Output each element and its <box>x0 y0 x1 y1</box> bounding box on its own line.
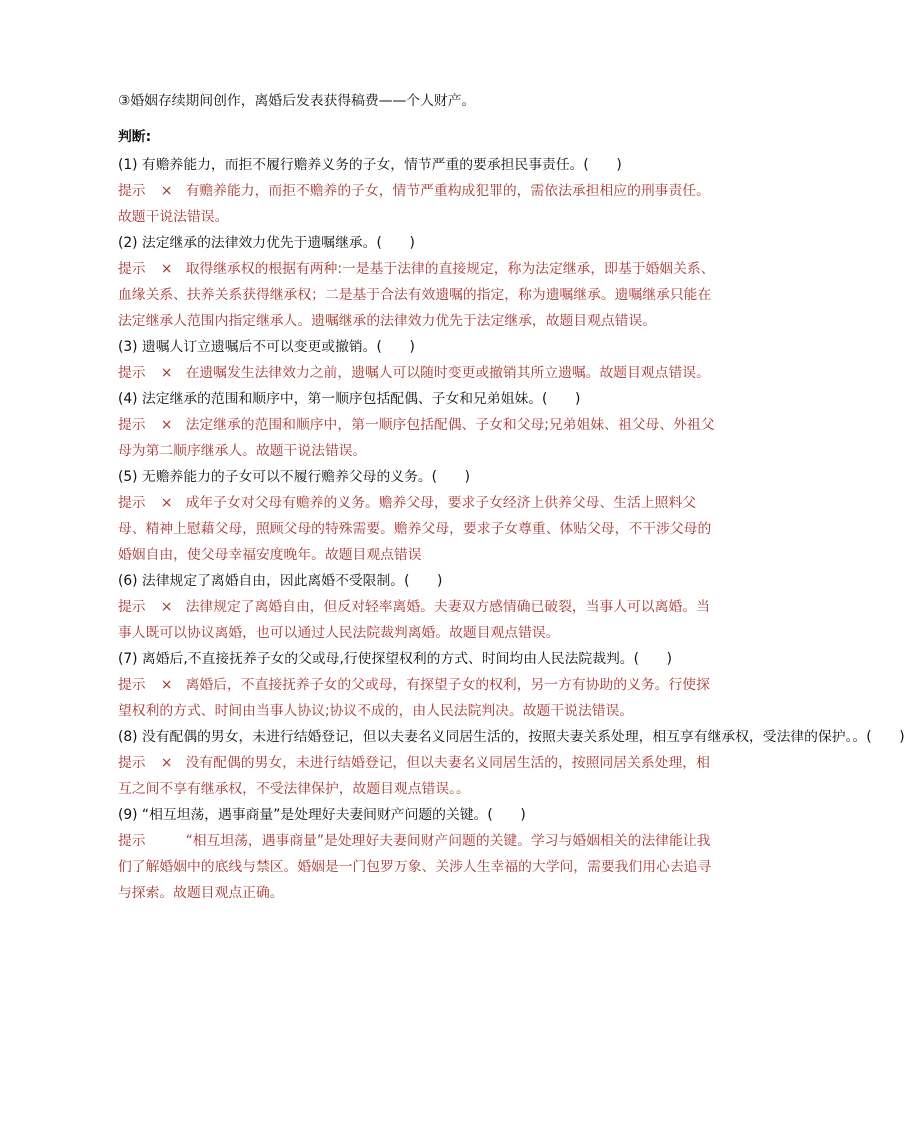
question-list <box>118 152 905 906</box>
hint-label: 提示 <box>118 599 146 615</box>
wrong-mark-icon: × <box>160 417 173 433</box>
hint-label: 提示 <box>118 833 146 849</box>
document-page <box>118 88 905 906</box>
hint-2 <box>118 256 718 334</box>
hint-5 <box>118 490 718 568</box>
wrong-mark-icon: × <box>160 755 173 771</box>
hint-3 <box>118 360 718 386</box>
question-1: (1) 有赡养能力，而拒不履行赡养义务的子女，情节严重的要承担民事责任。( ) <box>118 157 622 173</box>
hint-1 <box>118 178 718 230</box>
question-2: (2) 法定继承的法律效力优先于遗嘱继承。( ) <box>118 235 415 251</box>
wrong-mark-icon: × <box>160 261 173 277</box>
intro-line: ③婚姻存续期间创作，离婚后发表获得稿费——个人财产。 <box>118 93 476 109</box>
hint-label: 提示 <box>118 261 146 277</box>
hint-text: 法定继承的范围和顺序中，第一顺序包括配偶、子女和父母;兄弟姐妹、祖父母、外祖父母为第二顺序继承人。故题干说法错误。 <box>118 417 715 459</box>
hint-7 <box>118 672 718 724</box>
hint-6 <box>118 594 718 646</box>
wrong-mark-icon: × <box>160 183 173 199</box>
hint-text: 离婚后，不直接抚养子女的父或母，有探望子女的权利，另一方有协助的义务。行使探望权利的方式、时间由当事人协议;协议不成的，由人民法院判决。故题干说法错误。 <box>118 677 710 719</box>
hint-9 <box>118 828 718 906</box>
question-3: (3) 遗嘱人订立遗嘱后不可以变更或撤销。( ) <box>118 339 415 355</box>
question-6: (6) 法律规定了离婚自由，因此离婚不受限制。( ) <box>118 573 443 589</box>
hint-label: 提示 <box>118 677 146 693</box>
hint-label: 提示 <box>118 755 146 771</box>
question-7: (7) 离婚后,不直接抚养子女的父或母,行使探望权利的方式、时间均由人民法院裁判。( ) <box>118 651 672 667</box>
question-9: (9) “相互坦荡，遇事商量”是处理好夫妻间财产问题的关键。( ) <box>118 807 526 823</box>
hint-4 <box>118 412 718 464</box>
hint-text: 有赡养能力，而拒不赡养的子女，情节严重构成犯罪的，需依法承担相应的刑事责任。故题干说法错误。 <box>118 183 710 225</box>
hint-text: 成年子女对父母有赡养的义务。赡养父母，要求子女经济上供养父母、生活上照料父母、精神上慰藉父母，照顾父母的特殊需要。赡养父母，要求子女尊重、体贴父母，不干涉父母的婚姻自由，使父母幸福安度晚年。故题目观点错误 <box>118 495 712 563</box>
hint-text: 没有配偶的男女，未进行结婚登记，但以夫妻名义同居生活的，按照同居关系处理，相互之间不享有继承权，不受法律保护，故题目观点错误。。 <box>118 755 710 797</box>
hint-label: 提示 <box>118 365 146 381</box>
hint-label: 提示 <box>118 417 146 433</box>
hint-text: “相互坦荡，遇事商量”是处理好夫妻间财产问题的关键。学习与婚姻相关的法律能让我们了解婚姻中的底线与禁区。婚姻是一门包罗万象、关涉人生幸福的大学问，需要我们用心去追寻与探索。故题目观点正确。 <box>118 833 712 901</box>
hint-text: 在遗嘱发生法律效力之前，遗嘱人可以随时变更或撤销其所立遗嘱。故题目观点错误。 <box>185 365 710 381</box>
wrong-mark-icon: × <box>160 599 173 615</box>
hint-text: 取得继承权的根据有两种:一是基于法律的直接规定，称为法定继承，即基于婚姻关系、血缘关系、扶养关系获得继承权；二是基于合法有效遗嘱的指定，称为遗嘱继承。遗嘱继承只能在法定继承人范围内指定继承人。遗嘱继承的法律效力优先于法定继承，故题目观点错误。 <box>118 261 715 329</box>
question-8: (8) 没有配偶的男女，未进行结婚登记，但以夫妻名义同居生活的，按照夫妻关系处理，相互享有继承权，受法律的保护。。( ) <box>118 729 905 745</box>
hint-label: 提示 <box>118 495 146 511</box>
question-4: (4) 法定继承的范围和顺序中，第一顺序包括配偶、子女和兄弟姐妹。( ) <box>118 391 581 407</box>
hint-8 <box>118 750 718 802</box>
wrong-mark-icon: × <box>160 365 173 381</box>
question-5: (5) 无赡养能力的子女可以不履行赡养父母的义务。( ) <box>118 469 471 485</box>
hint-label: 提示 <box>118 183 146 199</box>
section-title: 判断: <box>118 129 152 145</box>
wrong-mark-icon: × <box>160 495 173 511</box>
wrong-mark-icon: × <box>160 677 173 693</box>
hint-text: 法律规定了离婚自由，但反对轻率离婚。夫妻双方感情确已破裂，当事人可以离婚。当事人既可以协议离婚，也可以通过人民法院裁判离婚。故题目观点错误。 <box>118 599 710 641</box>
